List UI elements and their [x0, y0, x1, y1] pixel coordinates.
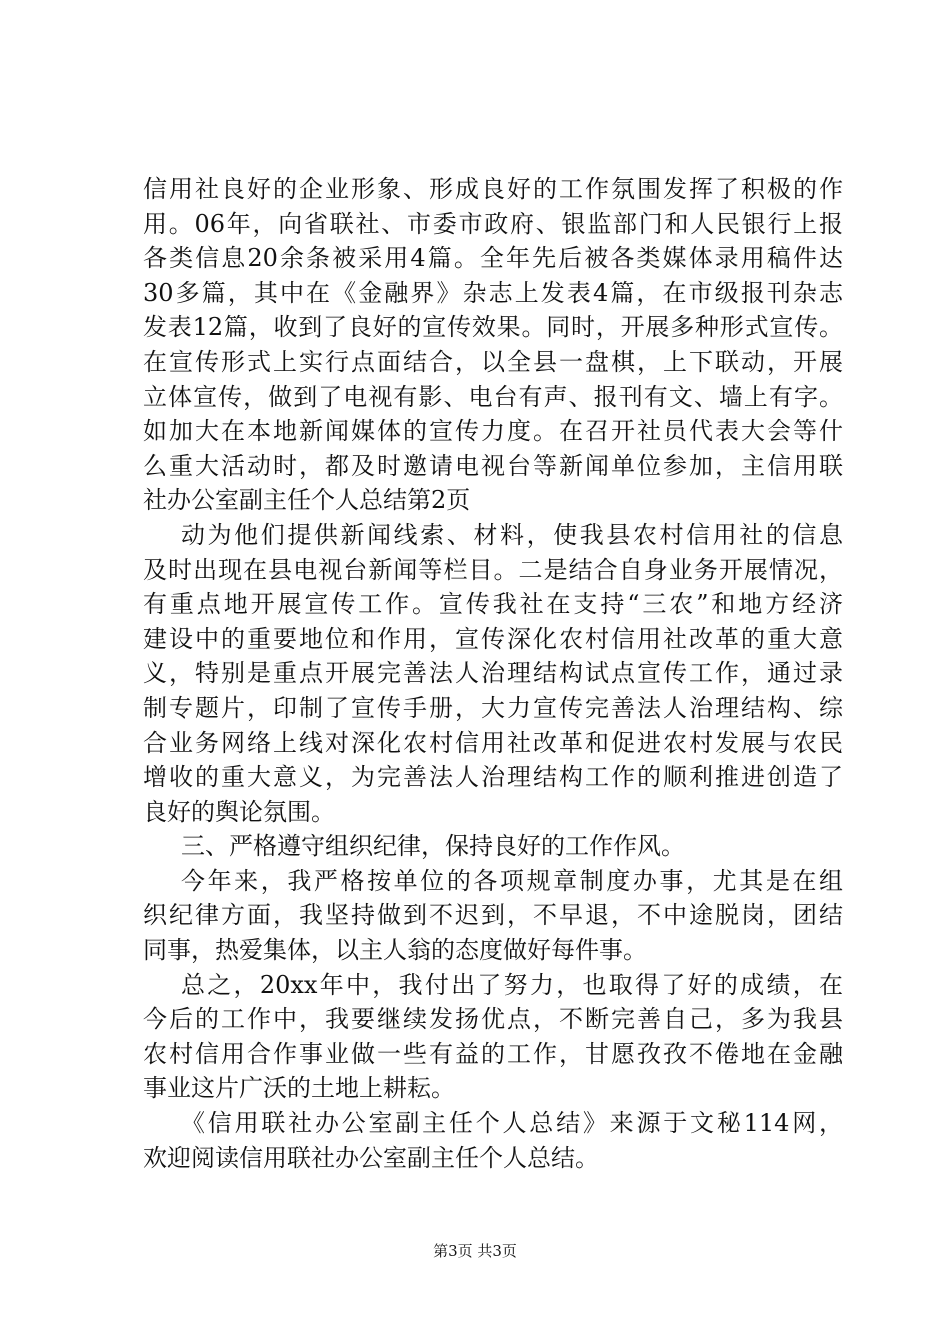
text-line: 社办公室副主任个人总结第2页 — [143, 486, 471, 515]
text-line: 各类信息20余条被采用4篇。全年先后被各类媒体录用稿件达 — [143, 244, 843, 273]
page-number-footer: 第3页 共3页 — [433, 1242, 517, 1260]
text-line: 信用社良好的企业形象、形成良好的工作氛围发挥了积极的作 — [143, 175, 843, 203]
text-line: 农村信用合作事业做一些有益的工作，甘愿孜孜不倦地在金融 — [143, 1039, 843, 1068]
text-line: 事业这片广沃的土地上耕耘。 — [143, 1074, 455, 1103]
text-line: 发表12篇，收到了良好的宣传效果。同时，开展多种形式宣传。 — [143, 313, 843, 342]
paragraph-first-line: 动为他们提供新闻线索、材料，使我县农村信用社的信息 — [181, 520, 843, 549]
paragraph-first-line: 今年来，我严格按单位的各项规章制度办事，尤其是在组 — [181, 866, 843, 895]
text-line: 增收的重大意义，为完善法人治理结构工作的顺利推进创造了 — [143, 763, 843, 792]
text-line: 同事，热爱集体，以主人翁的态度做好每件事。 — [143, 936, 647, 965]
text-line: 制专题片，印制了宣传手册，大力宣传完善法人治理结构、综 — [143, 693, 843, 722]
paragraph-first-line: 总之，20xx年中，我付出了努力，也取得了好的成绩，在 — [181, 970, 843, 999]
text-line: 用。06年，向省联社、市委市政府、银监部门和人民银行上报 — [143, 209, 843, 238]
text-line: 立体宣传，做到了电视有影、电台有声、报刊有文、墙上有字。 — [143, 382, 843, 411]
text-line: 建设中的重要地位和作用，宣传深化农村信用社改革的重大意 — [143, 624, 843, 653]
text-line: 及时出现在县电视台新闻等栏目。二是结合自身业务开展情况， — [143, 555, 843, 584]
text-line: 有重点地开展宣传工作。宣传我社在支持“三农”和地方经济 — [143, 590, 843, 619]
section-heading: 三、严格遵守组织纪律，保持良好的工作作风。 — [181, 832, 685, 861]
text-line: 在宣传形式上实行点面结合，以全县一盘棋，上下联动，开展 — [143, 347, 843, 376]
text-line: 欢迎阅读信用联社办公室副主任个人总结。 — [143, 1143, 599, 1172]
paragraph-first-line: 《信用联社办公室副主任个人总结》来源于文秘114网， — [181, 1109, 843, 1138]
text-line: 织纪律方面，我坚持做到不迟到，不早退，不中途脱岗，团结 — [143, 901, 843, 930]
text-line: 合业务网络上线对深化农村信用社改革和促进农村发展与农民 — [143, 728, 843, 757]
text-line: 如加大在本地新闻媒体的宣传力度。在召开社员代表大会等什 — [143, 417, 843, 446]
text-line: 今后的工作中，我要继续发扬优点，不断完善自己，多为我县 — [143, 1005, 843, 1034]
text-line: 良好的舆论氛围。 — [143, 797, 335, 826]
text-line: 义，特别是重点开展完善法人治理结构试点宣传工作，通过录 — [143, 659, 843, 688]
document-body — [143, 172, 843, 1175]
text-line: 么重大活动时，都及时邀请电视台等新闻单位参加，主信用联 — [143, 451, 843, 480]
text-line: 30多篇，其中在《金融界》杂志上发表4篇，在市级报刊杂志 — [143, 278, 843, 307]
